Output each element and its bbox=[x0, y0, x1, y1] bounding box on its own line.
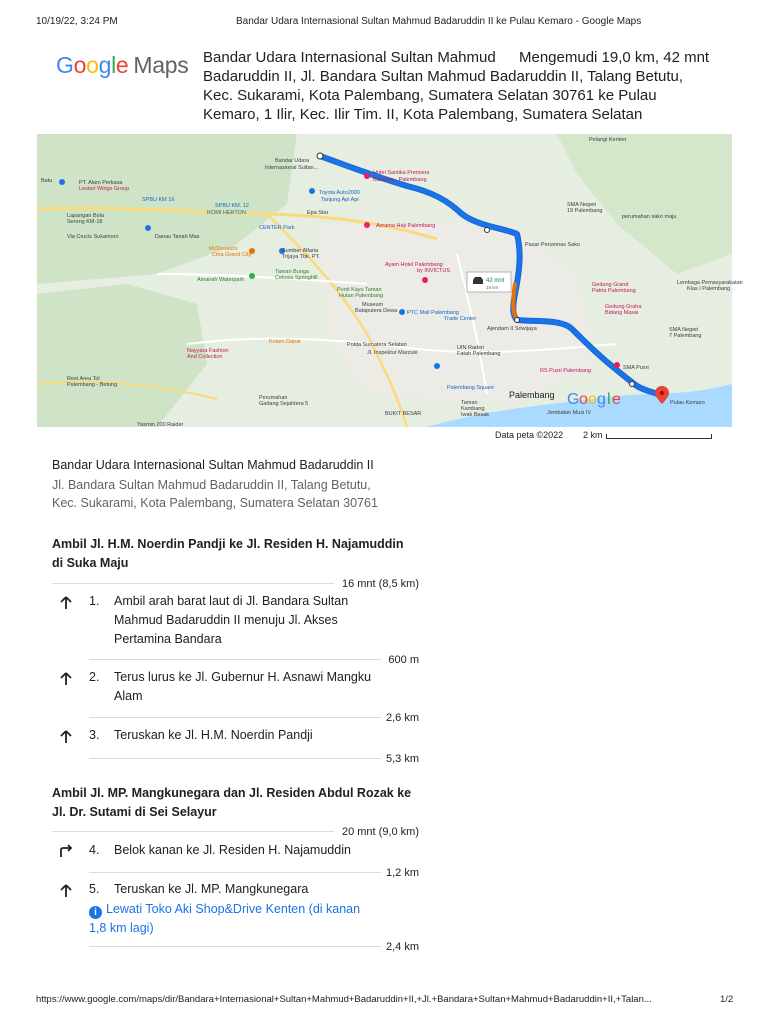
section-title-line: Jl. Dr. Sutami di Sei Selayur bbox=[52, 805, 217, 819]
map-label-psq: Palembang Square bbox=[447, 385, 495, 391]
map-label-sumber: Trijaya Tbk. PT. bbox=[282, 254, 320, 260]
step-distance: 2,6 km bbox=[385, 712, 419, 724]
callout-time: 42 mnt bbox=[486, 278, 505, 284]
map-label-nayyara: And Collection bbox=[187, 354, 223, 360]
car-icon bbox=[473, 277, 483, 284]
start-location-address bbox=[52, 476, 412, 512]
hospital-icon[interactable] bbox=[614, 362, 620, 368]
step-instruction[interactable] bbox=[114, 880, 394, 899]
step-line: Teruskan ke Jl. MP. Mangkunegara bbox=[114, 882, 309, 896]
park-icon[interactable] bbox=[249, 273, 255, 279]
map-label-lap: Serong KM-18 bbox=[67, 219, 103, 225]
step-number: 3. bbox=[89, 728, 100, 742]
map-label-bukit: BUKIT BESAR bbox=[385, 411, 422, 417]
route-waypoint bbox=[630, 382, 635, 387]
step-number: 4. bbox=[89, 843, 100, 857]
shop-icon[interactable] bbox=[145, 225, 151, 231]
map-label-asrama: Asrama Haji Palembang bbox=[376, 223, 436, 229]
map-label-bandara: Bandar Udara bbox=[275, 158, 310, 164]
step-line: Teruskan ke Jl. H.M. Noerdin Pandji bbox=[114, 728, 313, 742]
map-label-taman: Taman Bunga bbox=[275, 269, 309, 275]
svg-text:o: o bbox=[588, 391, 597, 408]
map-label-perum: Perumahan bbox=[259, 395, 288, 401]
map-label-pelangi: Pelangi Kenten bbox=[589, 137, 627, 143]
map-label-santika: Hotel Santika Premiere bbox=[373, 170, 430, 176]
route-summary: Mengemudi 19,0 km, 42 mnt bbox=[519, 49, 710, 66]
page-number: 1/2 bbox=[720, 994, 734, 1005]
museum-icon[interactable] bbox=[399, 309, 405, 315]
shop-icon[interactable] bbox=[309, 188, 315, 194]
map-label-kambang: Taman bbox=[461, 400, 478, 406]
map-label-sma: SMA Negeri bbox=[567, 202, 597, 208]
map-label-sma: 19 Palembang bbox=[567, 208, 603, 214]
map-scale-label: 2 km bbox=[583, 430, 603, 440]
print-timestamp: 10/19/22, 3:24 PM bbox=[36, 16, 118, 27]
callout-distance: 19 km bbox=[486, 285, 499, 290]
step-distance: 5,3 km bbox=[385, 753, 419, 765]
step-divider bbox=[89, 758, 381, 759]
step-instruction[interactable] bbox=[114, 841, 394, 860]
step-number: 1. bbox=[89, 594, 100, 608]
step-number: 5. bbox=[89, 882, 100, 896]
map-label-amanah: Amanah Waterpark bbox=[197, 277, 245, 283]
map-label-ayam: Ayam Hotel Palembang bbox=[385, 262, 443, 268]
map-label-santika: Bandara - Palembang bbox=[373, 177, 427, 183]
step-instruction[interactable] bbox=[114, 592, 394, 649]
map-data-credit[interactable]: Data peta ©2022 bbox=[495, 430, 564, 440]
map-label-bandara: Internasional Sultan... bbox=[265, 165, 319, 171]
map-label-museum: Museum bbox=[362, 302, 384, 308]
logo-letter-o1: o bbox=[73, 52, 87, 78]
map-label-epa: Epa Star bbox=[307, 210, 329, 216]
start-address-line: Kec. Sukarami, Kota Palembang, Sumatera Selatan 30761 bbox=[52, 496, 378, 510]
route-waypoint bbox=[485, 228, 490, 233]
map-label-bkm: Gedung Graha bbox=[605, 304, 642, 310]
map-label-nayyara: Nayyara Fashion bbox=[187, 348, 229, 354]
map-label-perum: Gadang Sejahtera 5 bbox=[259, 401, 309, 407]
map-label-hutan: Hutan Palembang bbox=[339, 293, 384, 299]
logo-letter-g: G bbox=[56, 52, 74, 78]
map-label-batu: Batu bbox=[41, 178, 53, 184]
section-divider bbox=[52, 583, 334, 584]
map-label-lembaga: Klas I Palembang bbox=[687, 286, 731, 292]
map-label-rspusri: RS Pusri Palembang bbox=[540, 368, 592, 374]
route-header-line-4: Kemaro, 1 Ilir, Kec. Ilir Tim. II, Kota Palembang, Sumatera Selatan bbox=[203, 106, 643, 123]
hotel-icon[interactable] bbox=[422, 277, 428, 283]
map-label-pulau: Pulau Kemaro bbox=[670, 400, 705, 406]
step-line: Mahmud Badaruddin II menuju Jl. Akses bbox=[114, 613, 338, 627]
map-label-yasmin: Yasmin 200 Raider bbox=[137, 422, 184, 428]
hotel-icon[interactable] bbox=[364, 173, 370, 179]
section-summary: 20 mnt (9,0 km) bbox=[341, 826, 419, 838]
step-number: 2. bbox=[89, 670, 100, 684]
map-label-ptc: Trade Center bbox=[444, 316, 477, 322]
print-url: https://www.google.com/maps/dir/Bandara+Internasional+Sultan+Mahmud+Badaruddin+II,+Jl.+Bandara+Sultan+Mahmud+Badaruddin+II,+Talan... bbox=[36, 994, 652, 1005]
start-address-line: Jl. Bandara Sultan Mahmud Badaruddin II, Talang Betutu, bbox=[52, 478, 371, 492]
map-label-danau: Danau Tanah Mas bbox=[155, 234, 200, 240]
map-label-palembang: Palembang bbox=[509, 390, 555, 400]
svg-text:o: o bbox=[579, 391, 588, 408]
map-label-romi: ROMI HERTON bbox=[207, 210, 246, 216]
shop-icon[interactable] bbox=[59, 179, 65, 185]
straight-arrow-icon bbox=[58, 595, 74, 611]
logo-letter-o2: o bbox=[86, 52, 99, 78]
route-map[interactable] bbox=[37, 134, 743, 428]
google-maps-logo[interactable] bbox=[56, 52, 188, 79]
step-instruction[interactable] bbox=[114, 668, 394, 706]
map-label-mcd: Citra Grand City bbox=[212, 252, 252, 258]
map-label-kambang: Kambang bbox=[461, 406, 485, 412]
note-line: 1,8 km lagi) bbox=[89, 921, 154, 935]
step-distance: 2,4 km bbox=[385, 941, 419, 953]
map-label-perumnas: Pasar Perumnas Sako bbox=[525, 242, 581, 248]
map-label-smapusri: SMA Pusri bbox=[623, 365, 649, 371]
map-label-jembatan: Jembatan Musi IV bbox=[547, 410, 592, 416]
google-watermark bbox=[567, 391, 621, 408]
note-line: Lewati Toko Aki Shop&Drive Kenten (di kanan bbox=[106, 902, 361, 916]
step-divider bbox=[89, 946, 381, 947]
route-start-marker[interactable] bbox=[317, 153, 323, 159]
map-label-gedung: Patria Palembang bbox=[592, 288, 636, 294]
map-label-bkm: Bidang Masai bbox=[605, 310, 639, 316]
map-label-gedung: Gedung Grand bbox=[592, 282, 629, 288]
map-label-sma7: 7 Palembang bbox=[669, 333, 702, 339]
map-label-lap: Lapangan Bola bbox=[67, 213, 105, 219]
section-title-line: di Suka Maju bbox=[52, 556, 129, 570]
map-label-via: Via Crucis Sukamoro bbox=[67, 234, 119, 240]
step-divider bbox=[89, 872, 381, 873]
svg-text:G: G bbox=[567, 391, 580, 408]
route-header-line-1: Bandar Udara Internasional Sultan Mahmud bbox=[203, 49, 496, 66]
map-label-toyota: Tanjung Api Api bbox=[321, 197, 359, 203]
section-title bbox=[52, 784, 422, 822]
section-title bbox=[52, 535, 422, 573]
map-label-toyota: Toyota Auto2000 bbox=[319, 190, 360, 196]
svg-text:g: g bbox=[597, 391, 606, 408]
map-label-uin: Fatah Palembang bbox=[457, 351, 501, 357]
map-label-polda: Polda Sumatera Selatan bbox=[347, 342, 407, 348]
map-label-museum: Balaputera Dewa bbox=[355, 308, 398, 314]
map-scale-bar bbox=[606, 434, 712, 439]
straight-arrow-icon bbox=[58, 729, 74, 745]
map-label-amk: PT. Alam Perkasa bbox=[79, 180, 123, 186]
map-label-lembaga: Lembaga Pemasyarakatan bbox=[677, 280, 743, 286]
map-label-kolam: Kolam Datuk bbox=[269, 339, 301, 345]
step-distance: 1,2 km bbox=[385, 867, 419, 879]
route-header-line-2: Badaruddin II, Jl. Bandara Sultan Mahmud Badaruddin II, Talang Betutu, bbox=[203, 68, 684, 85]
step-divider bbox=[89, 717, 381, 718]
info-icon: i bbox=[89, 906, 102, 919]
step-note[interactable] bbox=[89, 900, 389, 937]
map-label-ayam: by INVICTUS bbox=[417, 268, 451, 274]
step-line: Pertamina Bandara bbox=[114, 632, 222, 646]
map-label-spbu12: SPBU KM. 12 bbox=[215, 203, 249, 209]
print-title: Bandar Udara Internasional Sultan Mahmud Badaruddin II ke Pulau Kemaro - Google Maps bbox=[236, 16, 642, 27]
map-label-ptc: PTC Mall Palembang bbox=[407, 310, 459, 316]
route-waypoint bbox=[515, 318, 520, 323]
start-location-name: Bandar Udara Internasional Sultan Mahmud Badaruddin II bbox=[52, 458, 374, 472]
step-distance: 600 m bbox=[388, 654, 419, 666]
svg-text:l: l bbox=[607, 391, 611, 408]
map-label-hutan: Punti Kayu Taman bbox=[337, 287, 382, 293]
turn-right-icon bbox=[58, 843, 74, 859]
map-label-inspektur: Jl. Inspektur Marzuki bbox=[367, 350, 418, 356]
map-label-sma7: SMA Negeri bbox=[669, 327, 699, 333]
hotel-icon[interactable] bbox=[364, 222, 370, 228]
step-line: Terus lurus ke Jl. Gubernur H. Asnawi Mangku bbox=[114, 670, 372, 684]
straight-arrow-icon bbox=[58, 671, 74, 687]
step-line: Belok kanan ke Jl. Residen H. Najamuddin bbox=[114, 843, 351, 857]
logo-letter-l: l bbox=[111, 52, 116, 78]
logo-maps-word: Maps bbox=[133, 52, 189, 78]
section-title-line: Ambil Jl. MP. Mangkunegara dan Jl. Residen Abdul Rozak ke bbox=[52, 786, 412, 800]
logo-letter-e: e bbox=[115, 52, 129, 78]
map-label-mcd: McDonald's bbox=[209, 246, 238, 252]
route-header bbox=[203, 48, 723, 124]
step-line: Alam bbox=[114, 689, 143, 703]
map-label-rest: Rest Area Tol bbox=[67, 376, 100, 382]
map-label-sumber: Sumber Alfaria bbox=[282, 248, 319, 254]
duration-callout[interactable] bbox=[467, 272, 511, 292]
map-label-taman: Celosia Springhill bbox=[275, 275, 318, 281]
map-label-rest: Palembang - Betung bbox=[67, 382, 118, 388]
logo-letter-g2: g bbox=[98, 52, 112, 78]
section-title-line: Ambil Jl. H.M. Noerdin Pandji ke Jl. Residen H. Najamuddin bbox=[52, 537, 404, 551]
svg-text:e: e bbox=[612, 391, 621, 408]
route-header-line-3: Kec. Sukarami, Kota Palembang, Sumatera Selatan 30761 ke Pulau bbox=[203, 87, 657, 104]
step-instruction[interactable] bbox=[114, 726, 394, 745]
map-canvas[interactable] bbox=[37, 134, 743, 428]
map-label-ajendam: Ajendam II Sriwijaya bbox=[487, 326, 537, 332]
section-summary: 16 mnt (8,5 km) bbox=[341, 578, 419, 590]
straight-arrow-icon bbox=[58, 883, 74, 899]
map-label-amk: Lestari Wings Group bbox=[79, 186, 130, 192]
map-label-spbu16: SPBU KM 16 bbox=[142, 197, 175, 203]
step-divider bbox=[89, 659, 381, 660]
map-label-uin: UIN Raden bbox=[457, 345, 485, 351]
map-label-kambang: Iwak Besak bbox=[461, 412, 490, 418]
step-line: Ambil arah barat laut di Jl. Bandara Sultan bbox=[114, 594, 349, 608]
map-label-center: CENTER Park bbox=[259, 225, 295, 231]
shop-icon[interactable] bbox=[434, 363, 440, 369]
map-label-sako: perumahan sako maju bbox=[622, 214, 677, 220]
section-divider bbox=[52, 831, 334, 832]
